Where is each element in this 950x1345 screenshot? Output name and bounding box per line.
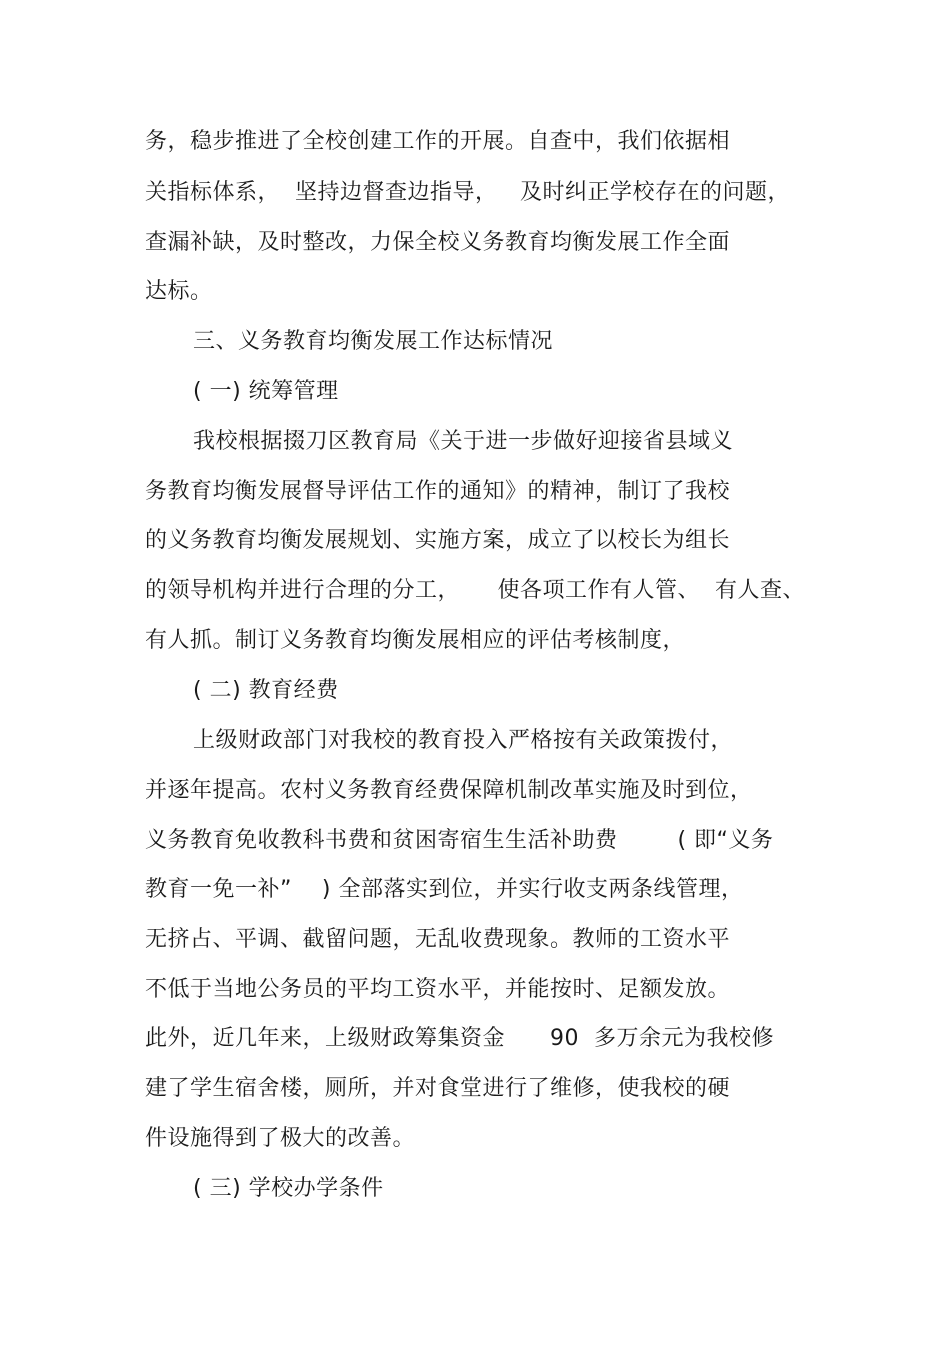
text-line: 达标。 [145, 279, 213, 304]
text-line: 无挤占、平调、截留问题，无乱收费现象。教师的工资水平 [145, 927, 731, 952]
text-line: 上级财政部门对我校的教育投入严格按有关政策拨付， [193, 728, 734, 753]
text-line: 务，稳步推进了全校创建工作的开展。自查中，我们依据相 [145, 129, 731, 154]
text-line: 有人抓。制订义务教育均衡发展相应的评估考核制度， [145, 628, 686, 653]
text-line: 并逐年提高。农村义务教育经费保障机制改革实施及时到位， [145, 778, 753, 803]
text-line: 此外，近几年来，上级财政筹集资金 90 多万余元为我校修 [145, 1026, 774, 1051]
text-line: 教育一免一补” ) 全部落实到位，并实行收支两条线管理， [145, 877, 744, 902]
subsection-heading: ( 一) 统筹管理 [193, 379, 339, 404]
text-line: 的领导机构并进行合理的分工， 使各项工作有人管、 有人查、 [145, 578, 805, 603]
text-line: 务教育均衡发展督导评估工作的通知》的精神，制订了我校 [145, 479, 731, 504]
text-line: 建了学生宿舍楼，厕所，并对食堂进行了维修，使我校的硬 [145, 1076, 731, 1101]
text-line: 我校根据掇刀区教育局《关于进一步做好迎接省县域义 [193, 429, 734, 454]
section-heading: 三、义务教育均衡发展工作达标情况 [193, 329, 554, 354]
text-line: 关指标体系， 坚持边督查边指导， 及时纠正学校存在的问题， [145, 180, 790, 205]
text-line: 的义务教育均衡发展规划、实施方案，成立了以校长为组长 [145, 528, 731, 553]
text-line: 义务教育免收教科书费和贫困寄宿生生活补助费 ( 即“义务 [145, 828, 774, 853]
text-line: 不低于当地公务员的平均工资水平，并能按时、足额发放。 [145, 977, 731, 1002]
subsection-heading: ( 二) 教育经费 [193, 678, 339, 703]
subsection-heading: ( 三) 学校办学条件 [193, 1176, 384, 1201]
text-line: 件设施得到了极大的改善。 [145, 1126, 416, 1151]
text-line: 查漏补缺，及时整改，力保全校义务教育均衡发展工作全面 [145, 230, 731, 255]
